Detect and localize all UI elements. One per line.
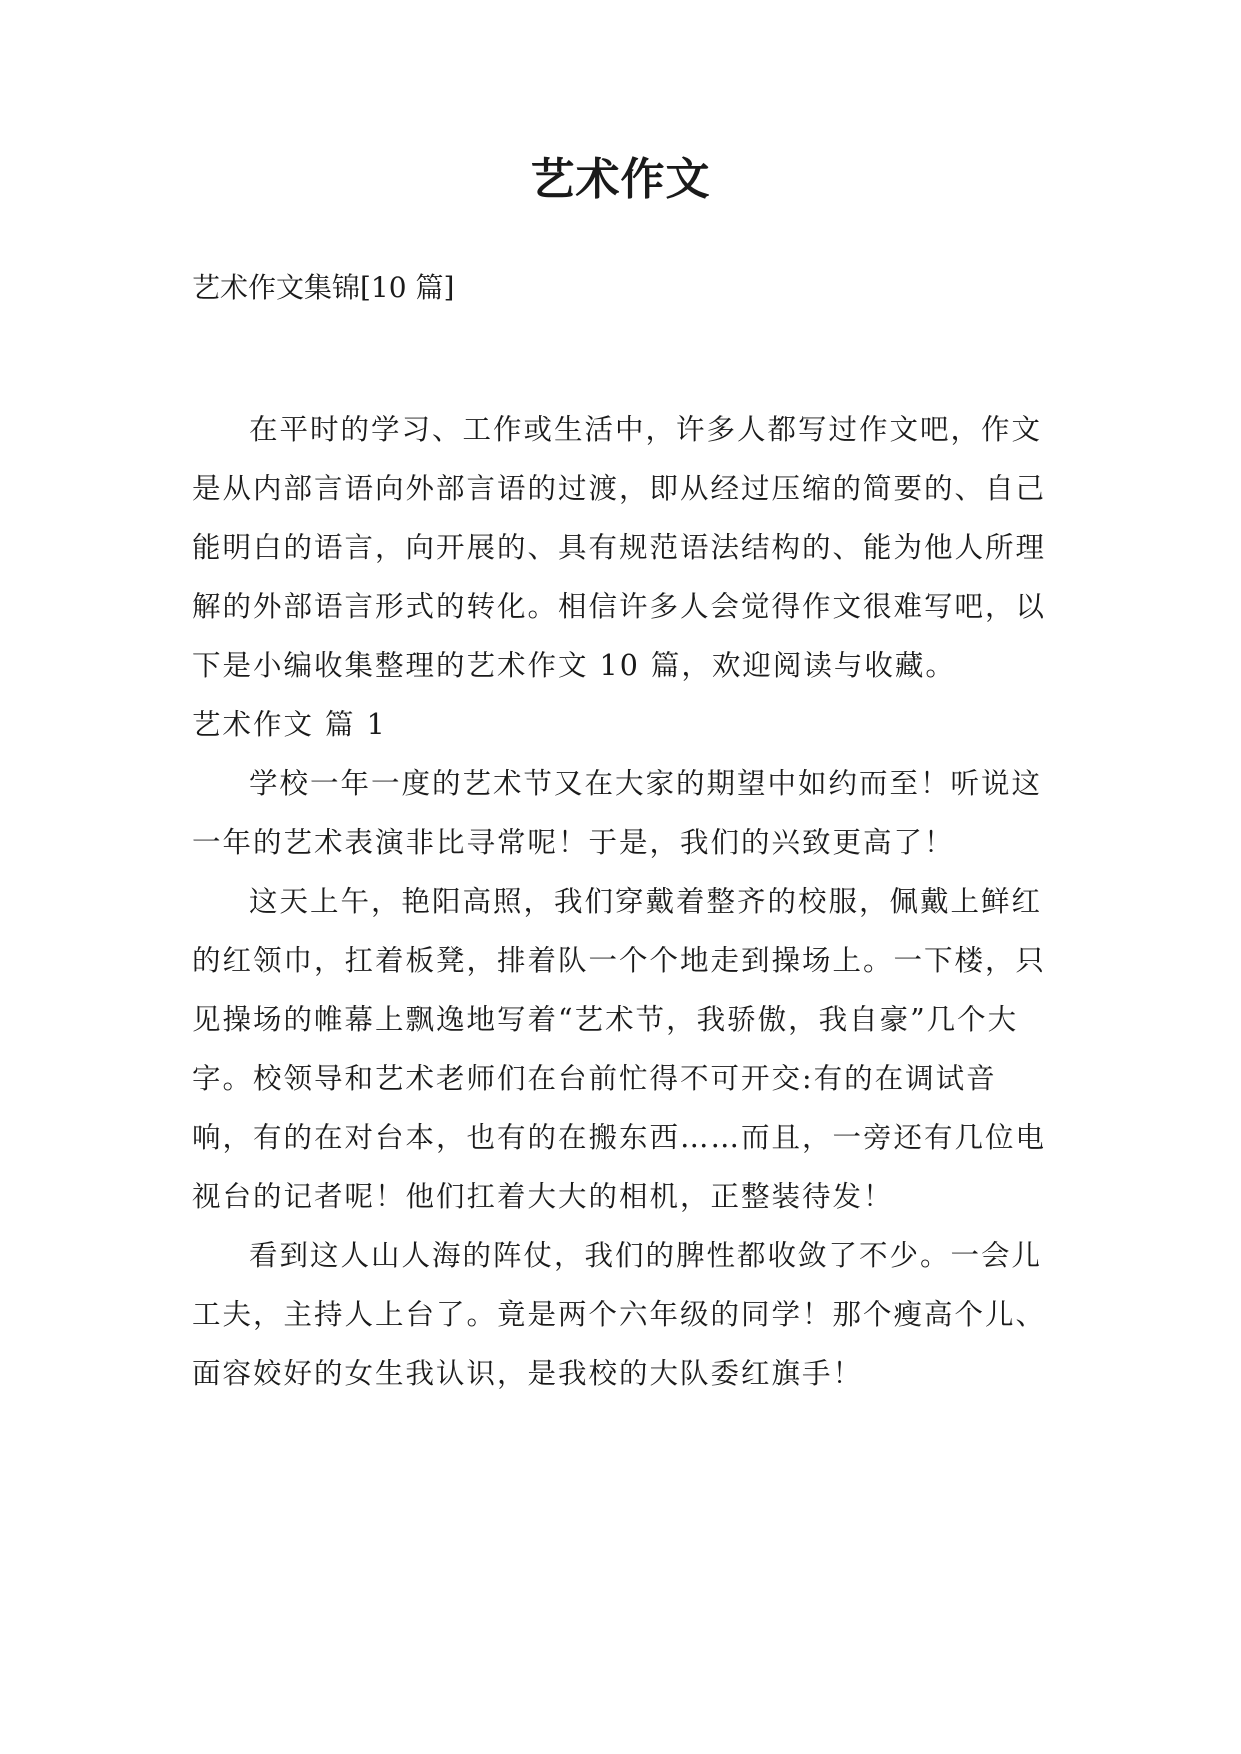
document-subtitle: 艺术作文集锦[10 篇] bbox=[192, 271, 455, 304]
section-heading: 艺术作文 篇 1 bbox=[192, 708, 387, 741]
body-paragraph: 看到这人山人海的阵仗，我们的脾性都收敛了不少。一会儿工夫，主持人上台了。竟是两个六年级的同学！那个瘦高个儿、面容姣好的女生我认识，是我校的大队委红旗手！ bbox=[192, 1239, 1047, 1390]
intro-paragraph: 在平时的学习、工作或生活中，许多人都写过作文吧，作文是从内部言语向外部言语的过渡，即从经过压缩的简要的、自己能明白的语言，向开展的、具有规范语法结构的、能为他人所理解的外部语言形式的转化。相信许多人会觉得作文很难写吧，以下是小编收集整理的艺术作文 10 篇，欢迎阅读与收藏。 bbox=[192, 413, 1047, 682]
body-paragraph: 这天上午，艳阳高照，我们穿戴着整齐的校服，佩戴上鲜红的红领巾，扛着板凳，排着队一个个地走到操场上。一下楼，只见操场的帷幕上飘逸地写着“艺术节，我骄傲，我自豪”几个大字。校领导和艺术老师们在台前忙得不可开交:有的在调试音响，有的在对台本，也有的在搬东西……而且，一旁还有几位电视台的记者呢！他们扛着大大的相机，正整装待发！ bbox=[192, 885, 1047, 1213]
document-body bbox=[192, 400, 1052, 1403]
body-paragraph: 学校一年一度的艺术节又在大家的期望中如约而至！听说这一年的艺术表演非比寻常呢！于是，我们的兴致更高了！ bbox=[192, 767, 1043, 859]
document-title: 艺术作文 bbox=[530, 154, 711, 205]
